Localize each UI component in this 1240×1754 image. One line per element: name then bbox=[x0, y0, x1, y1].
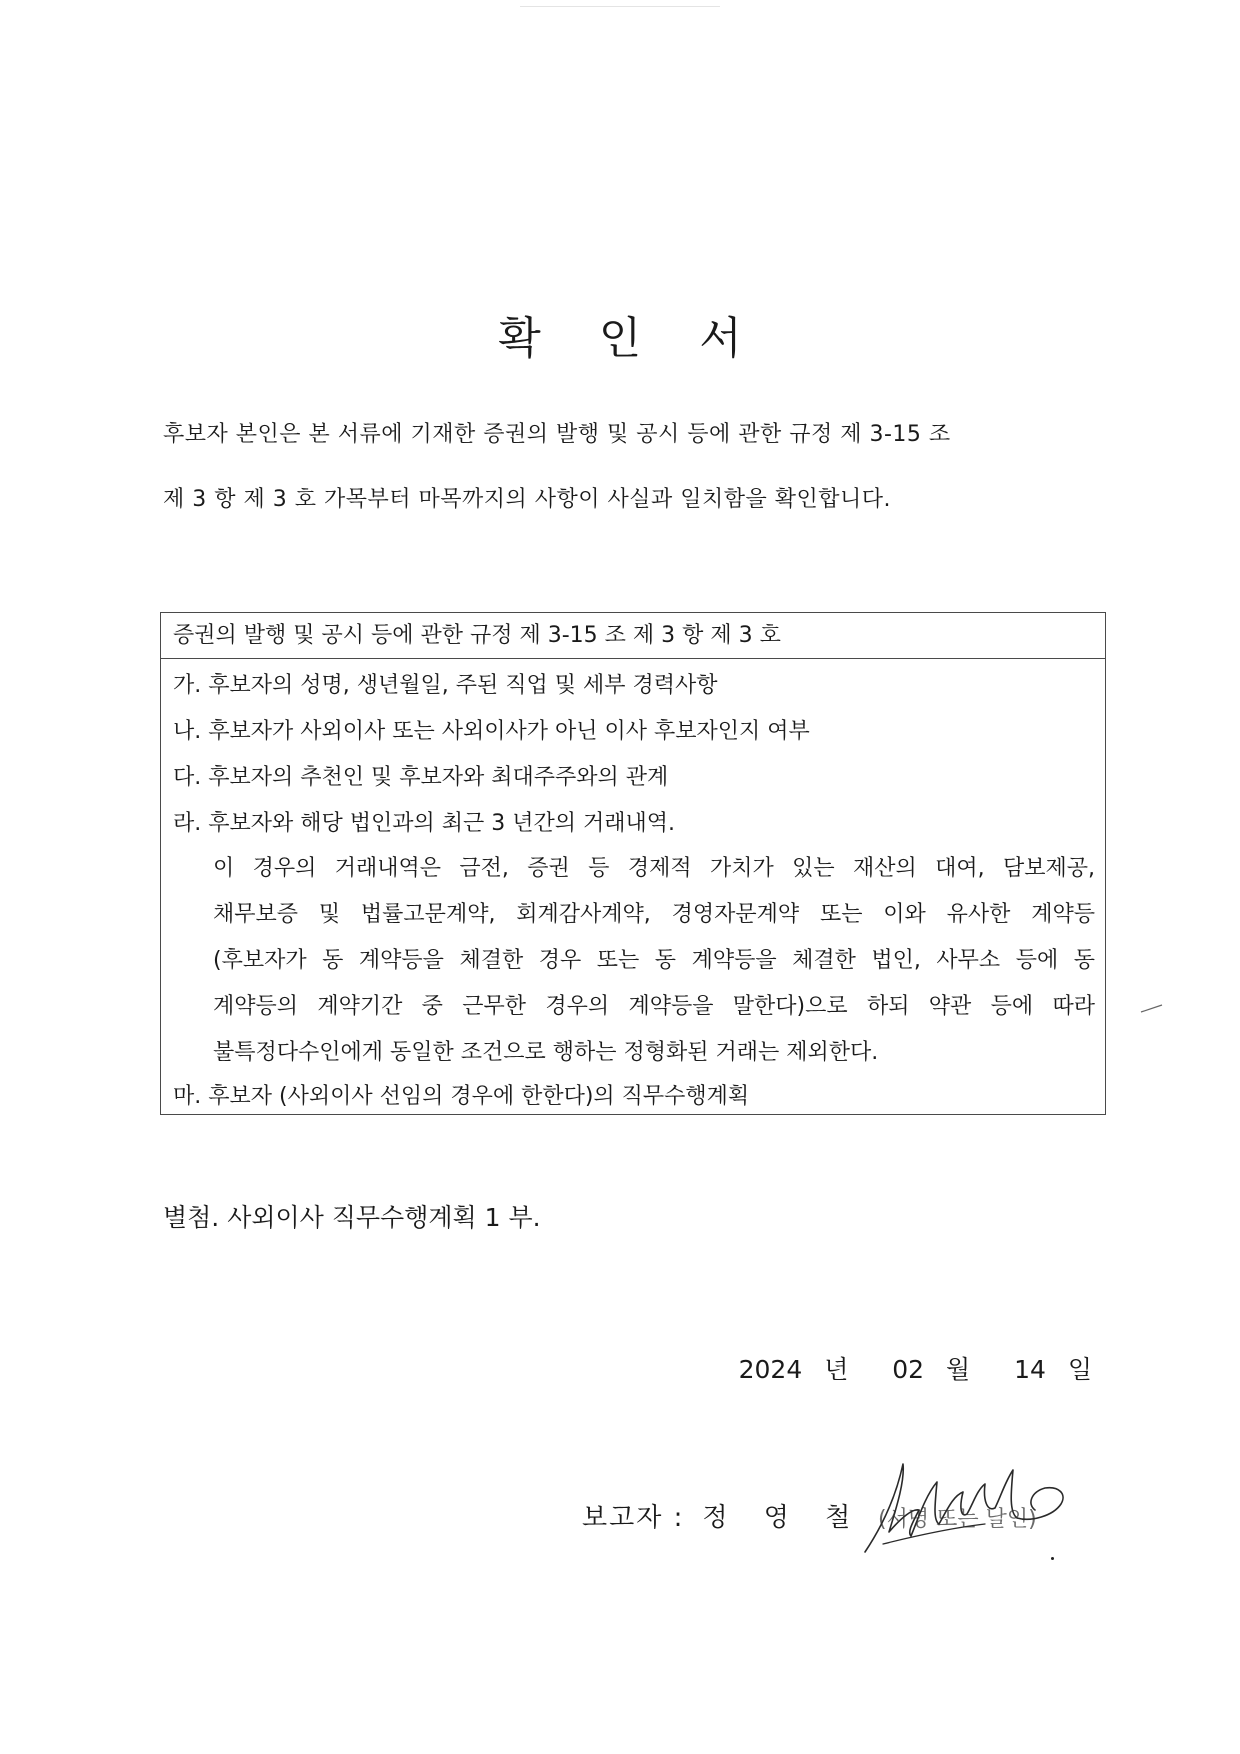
intro-line-1: 후보자 본인은 본 서류에 기재한 증권의 발행 및 공시 등에 관한 규정 제 3-15 조 bbox=[163, 422, 951, 447]
document-title: 확 인 서 bbox=[498, 313, 764, 364]
reporter-line bbox=[582, 1497, 864, 1534]
reporter-label: 보고자 : bbox=[582, 1503, 685, 1533]
attachment-note: 별첨. 사외이사 직무수행계획 1 부. bbox=[163, 1203, 541, 1232]
scan-artifact-line bbox=[520, 6, 720, 7]
date-year: 2024 bbox=[738, 1355, 803, 1384]
date-day: 14 bbox=[1014, 1355, 1046, 1384]
handwritten-signature bbox=[855, 1452, 1115, 1562]
item-ma: 마. 후보자 (사외이사 선임의 경우에 한한다)의 직무수행계획 bbox=[173, 1084, 750, 1109]
date-month: 02 bbox=[892, 1355, 925, 1384]
item-da: 다. 후보자의 추천인 및 후보자와 최대주주와의 관계 bbox=[173, 765, 669, 790]
signature-or-seal-note: (서명 또는 날인) bbox=[878, 1507, 1037, 1532]
intro-line-2: 제 3 항 제 3 호 가목부터 마목까지의 사항이 사실과 일치함을 확인합니다. bbox=[163, 487, 891, 512]
date-day-unit: 일 bbox=[1067, 1355, 1092, 1384]
date-month-unit: 월 bbox=[946, 1355, 971, 1384]
scan-artifact-dot bbox=[1051, 1557, 1054, 1560]
item-ra-detail-line-5: 불특정다수인에게 동일한 조건으로 행하는 정형화된 거래는 제외한다. bbox=[213, 1040, 879, 1065]
date-year-unit: 년 bbox=[824, 1355, 849, 1384]
item-ra-detail-line-4: 계약등의 계약기간 중 근무한 경우의 계약등을 말한다)으로 하되 약관 등에 따라 bbox=[213, 994, 1095, 1019]
reporter-name: 정 영 철 bbox=[702, 1503, 865, 1533]
item-ra-detail-line-3: (후보자가 동 계약등을 체결한 경우 또는 동 계약등을 체결한 법인, 사무소 등에 동 bbox=[213, 948, 1095, 973]
regulation-box bbox=[160, 612, 1106, 1115]
document-date bbox=[739, 1350, 1092, 1386]
regulation-box-header: 증권의 발행 및 공시 등에 관한 규정 제 3-15 조 제 3 항 제 3 호 bbox=[161, 613, 1105, 659]
scan-artifact-mark bbox=[1140, 1003, 1164, 1013]
item-ra-detail-line-1: 이 경우의 거래내역은 금전, 증권 등 경제적 가치가 있는 재산의 대여, 담보제공, bbox=[213, 856, 1095, 881]
item-ga: 가. 후보자의 성명, 생년월일, 주된 직업 및 세부 경력사항 bbox=[173, 673, 718, 698]
item-na: 나. 후보자가 사외이사 또는 사외이사가 아닌 이사 후보자인지 여부 bbox=[173, 719, 810, 744]
item-ra-detail-line-2: 채무보증 및 법률고문계약, 회계감사계약, 경영자문계약 또는 이와 유사한 계약등 bbox=[213, 902, 1095, 927]
item-ra: 라. 후보자와 해당 법인과의 최근 3 년간의 거래내역. bbox=[173, 811, 675, 836]
